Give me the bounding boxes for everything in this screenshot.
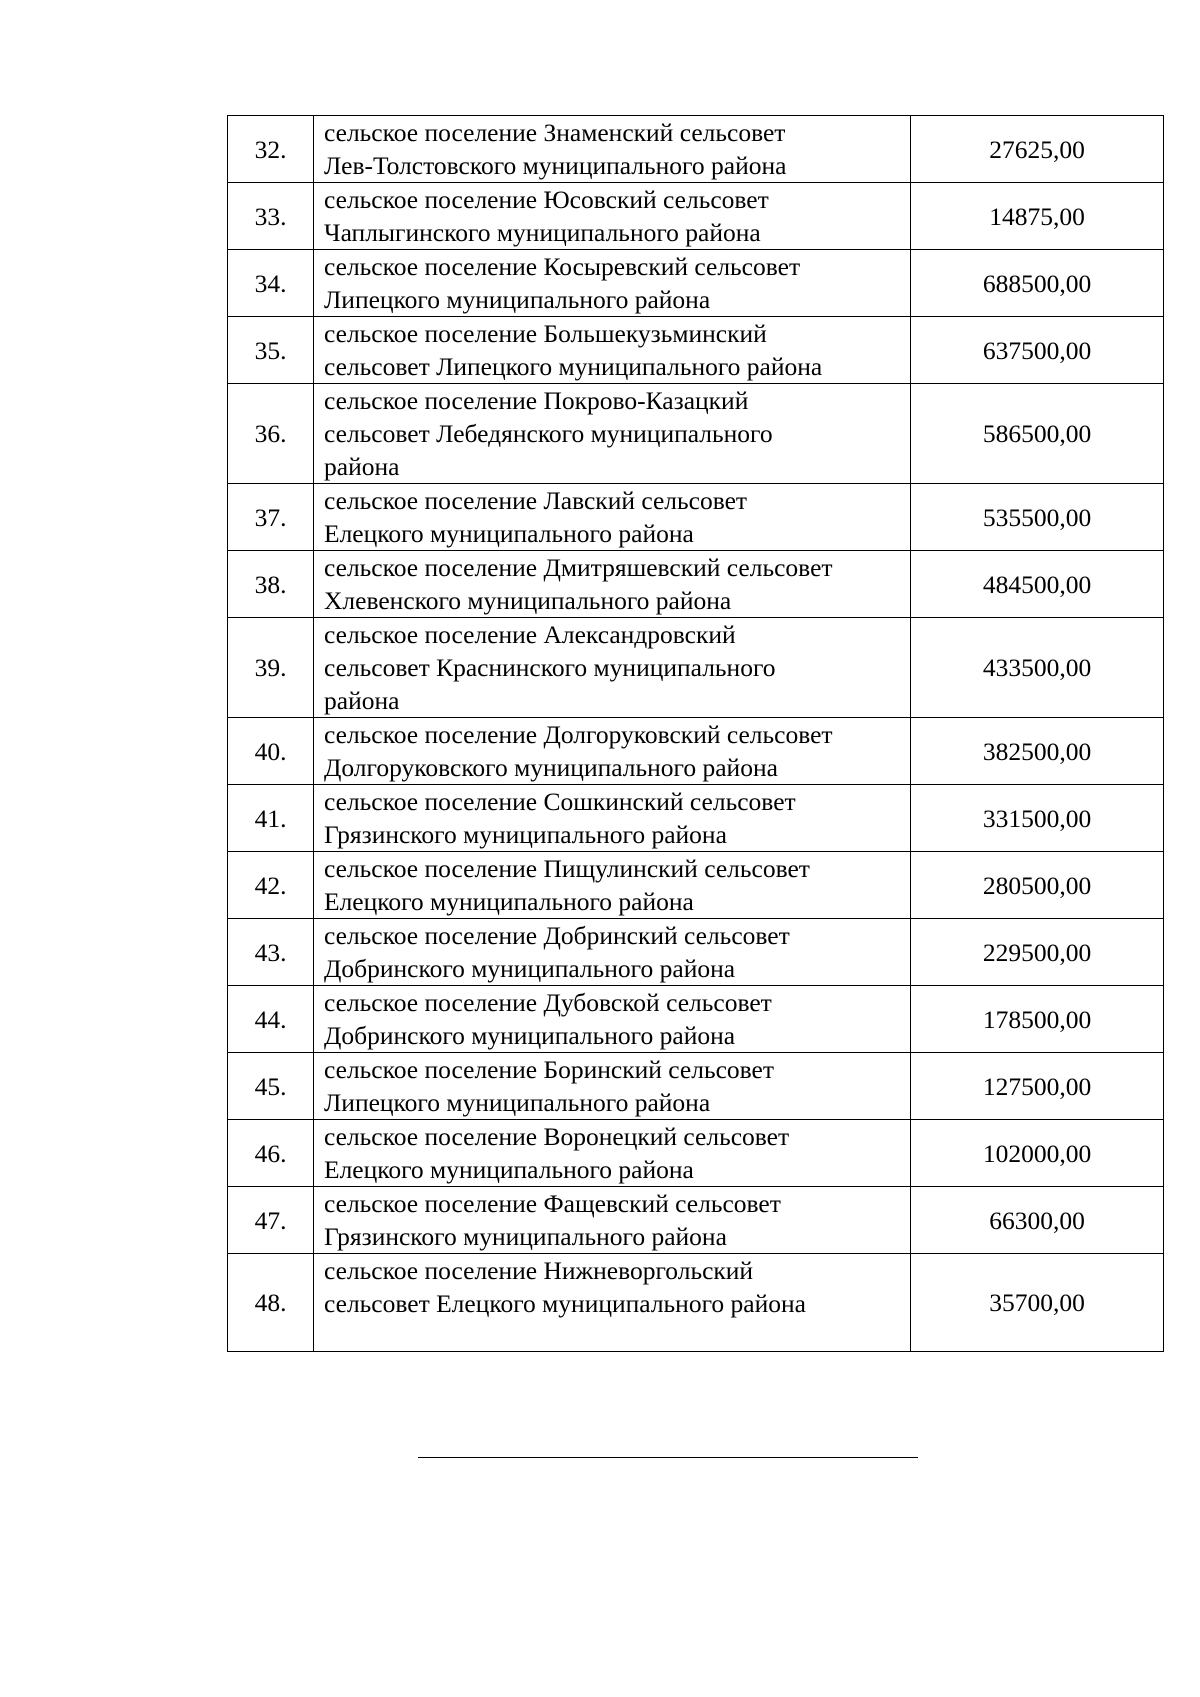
settlement-name: [314, 317, 911, 384]
row-number: 38.: [228, 551, 314, 618]
allocation-table-body: [228, 116, 1164, 1352]
settlement-name: [314, 183, 911, 250]
settlement-name-line: сельское поселение Пищулинский сельсовет: [324, 854, 810, 883]
row-number: 37.: [228, 484, 314, 551]
settlement-name-line: сельское поселение Лавский сельсовет: [324, 486, 748, 515]
table-row: [228, 551, 1164, 618]
settlement-name: [314, 1187, 911, 1254]
settlement-name: [314, 919, 911, 986]
settlement-name-line: сельское поселение Косыревский сельсовет: [324, 252, 801, 281]
settlement-name-line: сельское поселение Александровский: [324, 620, 736, 649]
amount-cell: 586500,00: [911, 384, 1164, 484]
amount-cell: 178500,00: [911, 986, 1164, 1053]
settlement-name-line: района: [324, 452, 400, 481]
settlement-name-line: Грязинского муниципального района: [324, 1222, 727, 1251]
settlement-name-line: сельсовет Краснинского муниципального: [324, 653, 776, 682]
settlement-name: [314, 484, 911, 551]
amount-cell: 688500,00: [911, 250, 1164, 317]
settlement-name-line: сельсовет Елецкого муниципального района: [324, 1289, 806, 1318]
row-number: 39.: [228, 618, 314, 718]
settlement-name-line: Липецкого муниципального района: [324, 285, 711, 314]
table-row: [228, 919, 1164, 986]
amount-cell: 66300,00: [911, 1187, 1164, 1254]
settlement-name-line: Елецкого муниципального района: [324, 519, 694, 548]
settlement-name-line: Чаплыгинского муниципального района: [324, 218, 761, 247]
table-row: [228, 986, 1164, 1053]
settlement-name-line: Елецкого муниципального района: [324, 1155, 694, 1184]
settlement-name-line: сельское поселение Дубовской сельсовет: [324, 988, 772, 1017]
amount-cell: 433500,00: [911, 618, 1164, 718]
row-number: 44.: [228, 986, 314, 1053]
table-row: [228, 618, 1164, 718]
settlement-name-line: района: [324, 686, 400, 715]
row-number: 43.: [228, 919, 314, 986]
settlement-name-line: Долгоруковского муниципального района: [324, 753, 778, 782]
row-number: 40.: [228, 718, 314, 785]
table-row: [228, 785, 1164, 852]
table-row: [228, 183, 1164, 250]
amount-cell: 127500,00: [911, 1053, 1164, 1120]
table-row: [228, 1254, 1164, 1352]
table-row: [228, 852, 1164, 919]
end-of-document-rule: [418, 1457, 918, 1458]
table-row: [228, 317, 1164, 384]
amount-cell: 14875,00: [911, 183, 1164, 250]
row-number: 34.: [228, 250, 314, 317]
settlement-name: [314, 551, 911, 618]
amount-cell: 102000,00: [911, 1120, 1164, 1187]
table-row: [228, 484, 1164, 551]
row-number: 48.: [228, 1254, 314, 1352]
row-number: 36.: [228, 384, 314, 484]
settlement-name-line: Добринского муниципального района: [324, 1021, 736, 1050]
allocation-table: [227, 115, 1164, 1352]
amount-cell: 637500,00: [911, 317, 1164, 384]
amount-cell: 331500,00: [911, 785, 1164, 852]
settlement-name-line: сельское поселение Боринский сельсовет: [324, 1055, 775, 1084]
settlement-name-line: Елецкого муниципального района: [324, 887, 694, 916]
settlement-name: [314, 384, 911, 484]
table-row: [228, 250, 1164, 317]
row-number: 32.: [228, 116, 314, 183]
settlement-name-line: сельское поселение Покрово-Казацкий: [324, 386, 749, 415]
settlement-name-line: сельское поселение Сошкинский сельсовет: [324, 787, 796, 816]
row-number: 41.: [228, 785, 314, 852]
settlement-name-line: сельское поселение Большекузьминский: [324, 319, 767, 348]
settlement-name-line: сельское поселение Юсовский сельсовет: [324, 185, 769, 214]
amount-cell: 229500,00: [911, 919, 1164, 986]
table-row: [228, 718, 1164, 785]
settlement-name-line: Хлевенского муниципального района: [324, 586, 732, 615]
table-row: [228, 1120, 1164, 1187]
row-number: 42.: [228, 852, 314, 919]
settlement-name-line: сельское поселение Добринский сельсовет: [324, 921, 790, 950]
settlement-name: [314, 250, 911, 317]
settlement-name: [314, 1254, 911, 1352]
table-row: [228, 384, 1164, 484]
amount-cell: 35700,00: [911, 1254, 1164, 1352]
settlement-name-line: сельское поселение Фащевский сельсовет: [324, 1189, 781, 1218]
settlement-name: [314, 116, 911, 183]
row-number: 46.: [228, 1120, 314, 1187]
settlement-name-line: сельское поселение Нижневоргольский: [324, 1256, 754, 1285]
table-row: [228, 1187, 1164, 1254]
settlement-name-line: сельское поселение Долгоруковский сельсовет: [324, 720, 833, 749]
settlement-name-line: сельское поселение Дмитряшевский сельсовет: [324, 553, 833, 582]
settlement-name-line: сельсовет Липецкого муниципального района: [324, 352, 823, 381]
settlement-name: [314, 1120, 911, 1187]
settlement-name: [314, 785, 911, 852]
settlement-name-line: Грязинского муниципального района: [324, 820, 727, 849]
settlement-name-line: сельское поселение Знаменский сельсовет: [324, 118, 786, 147]
settlement-name-line: Липецкого муниципального района: [324, 1088, 711, 1117]
settlement-name: [314, 718, 911, 785]
settlement-name-line: Добринского муниципального района: [324, 954, 736, 983]
settlement-name-line: сельсовет Лебедянского муниципального: [324, 419, 773, 448]
table-row: [228, 1053, 1164, 1120]
row-number: 33.: [228, 183, 314, 250]
row-number: 47.: [228, 1187, 314, 1254]
amount-cell: 484500,00: [911, 551, 1164, 618]
amount-cell: 535500,00: [911, 484, 1164, 551]
settlement-name: [314, 618, 911, 718]
table-row: [228, 116, 1164, 183]
settlement-name-line: сельское поселение Воронецкий сельсовет: [324, 1122, 790, 1151]
row-number: 45.: [228, 1053, 314, 1120]
settlement-name-line: Лев-Толстовского муниципального района: [324, 151, 787, 180]
settlement-name: [314, 852, 911, 919]
amount-cell: 382500,00: [911, 718, 1164, 785]
row-number: 35.: [228, 317, 314, 384]
amount-cell: 27625,00: [911, 116, 1164, 183]
settlement-name: [314, 1053, 911, 1120]
settlement-name: [314, 986, 911, 1053]
amount-cell: 280500,00: [911, 852, 1164, 919]
